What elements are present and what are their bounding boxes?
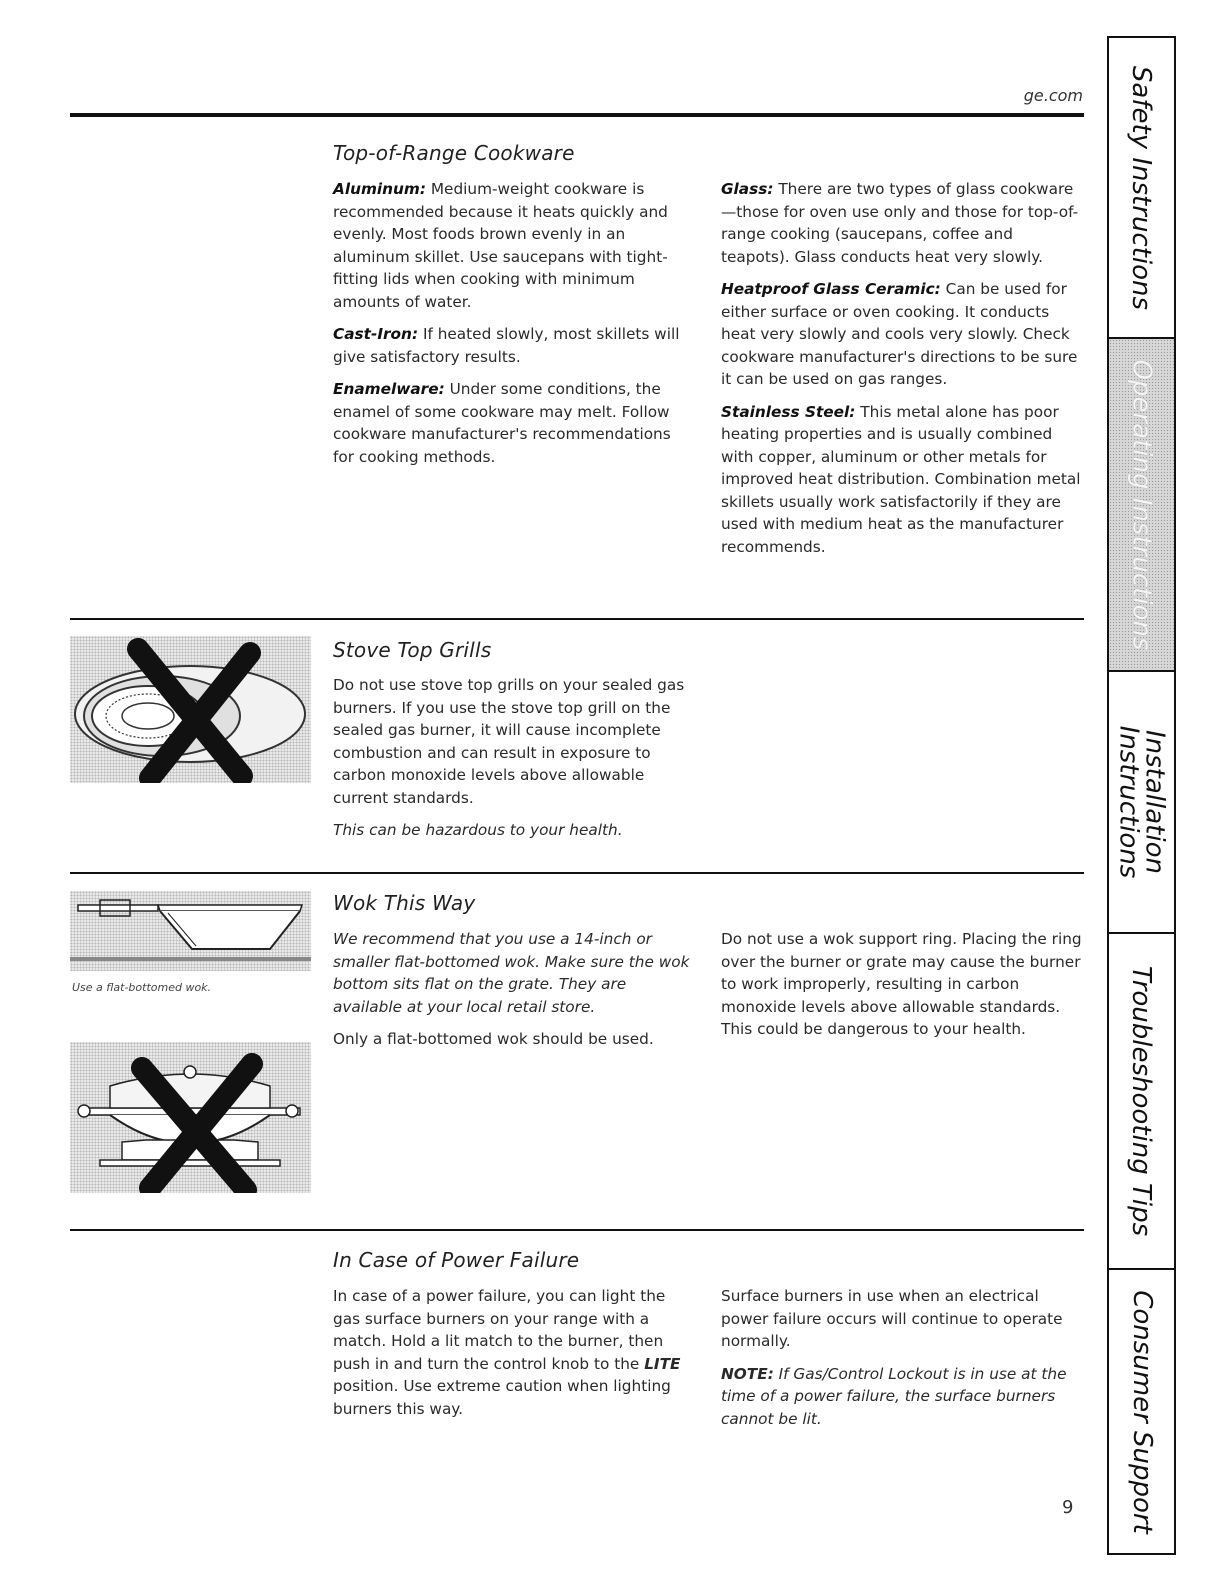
wok-title: Wok This Way [333, 891, 476, 915]
cast-iron-paragraph: Cast-Iron: If heated slowly, most skillets will give satisfactory results. [333, 325, 680, 366]
power-failure-body: In case of a power failure, you can light the gas surface burners on your range with a match. Hold a lit match to the burner, then push in and turn the control knob to the LITE position. Use extreme caution when lighting burners this way. [333, 1287, 681, 1418]
wok-left-column [333, 928, 698, 1061]
section-divider [70, 872, 1084, 874]
grills-title: Stove Top Grills [333, 638, 492, 662]
power-right-column [721, 1285, 1086, 1440]
cookware-left-column [333, 178, 683, 478]
side-tab-strip [1107, 36, 1176, 1555]
grills-warning: This can be hazardous to your health. [333, 821, 623, 839]
wok-recommendation: We recommend that you use a 14-inch or smaller flat-bottomed wok. Make sure the wok bottom sits flat on the grate. They are available at your local retail store. [333, 930, 690, 1016]
tab-operating-instructions[interactable]: Operating Instructions [1109, 339, 1174, 672]
cookware-right-column [721, 178, 1086, 568]
wok-ring-illustration [70, 1042, 311, 1193]
power-failure-title: In Case of Power Failure [333, 1248, 580, 1272]
grills-column [333, 674, 698, 852]
tab-consumer-support[interactable]: Consumer Support [1126, 1289, 1157, 1534]
flat-bottom-wok-illustration [70, 891, 311, 971]
lockout-note: NOTE: If Gas/Control Lockout is in use at the time of a power failure, the surface burners cannot be lit. [721, 1364, 1067, 1428]
wok-caption: Use a flat-bottomed wok. [72, 981, 212, 994]
section-divider [70, 1229, 1084, 1231]
wok-only-flat: Only a flat-bottomed wok should be used. [333, 1030, 654, 1048]
grills-body: Do not use stove top grills on your sealed gas burners. If you use the stove top grill on the sealed gas burner, it will cause incomplete combustion and can result in exposure to carbon monoxide levels above allowable current standards. [333, 676, 685, 807]
cookware-title: Top-of-Range Cookware [333, 141, 575, 165]
enamelware-paragraph: Enamelware: Under some conditions, the enamel of some cookware may melt. Follow cookware manufacturer's recommendations for cooking methods. [333, 380, 671, 466]
stainless-paragraph: Stainless Steel: This metal alone has poor heating properties and is usually combined with copper, aluminum or other metals for improved heat distribution. Combination metal skillets usually work satisfactorily if they are used with medium heat as the manufacturer recommends. [721, 402, 1081, 556]
tab-safety-instructions[interactable]: Safety Instructions [1109, 38, 1174, 339]
surface-burners-paragraph: Surface burners in use when an electrical power failure occurs will continue to operate normally. [721, 1287, 1063, 1350]
top-rule [70, 113, 1084, 117]
page-number: 9 [1062, 1497, 1074, 1518]
wok-ring-warning: Do not use a wok support ring. Placing the ring over the burner or grate may cause the burner to work improperly, resulting in carbon monoxide levels above allowable standards. This could be dangerous to your health. [721, 930, 1082, 1038]
section-divider [70, 618, 1084, 620]
glass-paragraph: Glass: There are two types of glass cookware—those for oven use only and those for top-of-range cooking (saucepans, coffee and teapots). Glass conducts heat very slowly. [721, 180, 1079, 266]
aluminum-paragraph: Aluminum: Medium-weight cookware is recommended because it heats quickly and evenly. Most foods brown evenly in an aluminum skillet. Use saucepans with tight-fitting lids when cooking with minimum amounts of water. [333, 180, 668, 311]
power-left-column [333, 1285, 683, 1430]
header-url: ge.com [1023, 86, 1083, 105]
heatproof-paragraph: Heatproof Glass Ceramic: Can be used for either surface or oven cooking. It conducts heat very slowly and cools very slowly. Check cookware manufacturer's directions to be sure it can be used on gas ranges. [721, 280, 1078, 388]
tab-installation-instructions[interactable]: Installation Instructions [1109, 672, 1174, 934]
wok-right-column [721, 928, 1086, 1051]
stove-grill-illustration [70, 636, 311, 783]
tab-troubleshooting-tips[interactable]: Troubleshooting Tips [1109, 934, 1174, 1270]
